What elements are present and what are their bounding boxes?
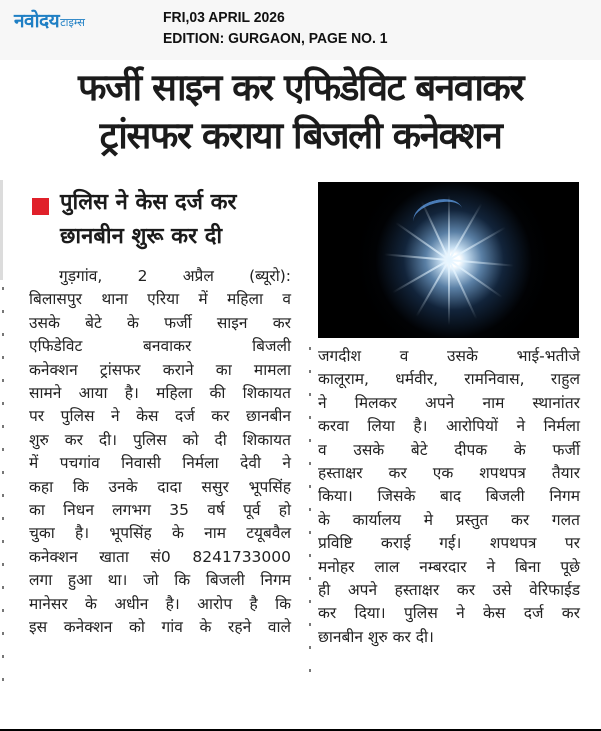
body-line: लगा हुआ था। जो कि बिजली निगम <box>29 571 291 590</box>
headline-line: फर्जी साइन कर एफिडेविट बनवाकर <box>78 66 523 109</box>
body-line: मनोहर लाल नम्बरदार ने बिना पूछे <box>318 557 580 576</box>
edition-info: EDITION: GURGAON, PAGE NO. 1 <box>163 30 388 47</box>
article-body-left-column <box>29 265 291 640</box>
body-line: व उसके बेटे दीपक के फर्जी <box>318 440 580 459</box>
body-line: बिलासपुर थाना एरिया में महिला व <box>29 290 291 309</box>
masthead <box>0 0 601 60</box>
body-line: करवा लिया है। आरोपियों ने निर्मला <box>318 417 580 436</box>
body-line: ने मिलकर अपने नाम स्थानांतर <box>318 393 580 412</box>
article-photo-light-flare <box>318 182 579 338</box>
newspaper-logo[interactable] <box>14 10 85 32</box>
body-line: कालूराम, धर्मवीर, रामनिवास, राहुल <box>318 370 580 389</box>
body-line: इस कनेक्शन को गांव के रहने वाले <box>29 618 291 637</box>
article-subhead <box>32 186 292 254</box>
left-column-divider <box>2 287 4 697</box>
body-line: मानेसर के अधीन है। आरोप है कि <box>29 594 291 613</box>
article-headline <box>0 64 601 160</box>
dateline: गुड़गांव, 2 अप्रैल (ब्यूरो): <box>59 267 291 285</box>
body-line: के कार्यालय मे प्रस्तुत कर गलत <box>318 510 580 529</box>
body-line: प्रविष्टि कराई गई। शपथपत्र पर <box>318 534 580 553</box>
body-line: उसके बेटे के फर्जी साइन कर <box>29 313 291 332</box>
headline-line: ट्रांसफर कराया बिजली कनेक्शन <box>99 114 502 157</box>
logo-sub-text: टाइम्स <box>60 16 85 29</box>
body-line: कनेक्शन ट्रांसफर कराने का मामला <box>29 360 291 379</box>
body-line: ही अपने हस्ताक्षर कर उसे वेरिफाईड <box>318 581 580 600</box>
body-line: हस्ताक्षर कर एक शपथपत्र तैयार <box>318 464 580 483</box>
article-body-right-column <box>318 345 580 649</box>
body-line: कहा कि उनके दादा ससुर भूपसिंह <box>29 477 291 496</box>
subhead-line: पुलिस ने केस दर्ज कर <box>60 190 237 215</box>
body-line: पर पुलिस ने केस दर्ज कर छानबीन <box>29 407 291 426</box>
body-line: कर दिया। पुलिस ने केस दर्ज कर <box>318 604 580 623</box>
subhead-line: छानबीन शुरू कर दी <box>60 224 223 249</box>
body-line: में पचगांव निवासी निर्मला देवी ने <box>29 454 291 473</box>
lens-flare-arc <box>410 194 466 236</box>
body-line: शुरु कर दी। पुलिस को दी शिकायत <box>29 430 291 449</box>
edition-date: FRI,03 APRIL 2026 <box>163 9 285 26</box>
body-line: का निधन लगभग 35 वर्ष पूर्व हो <box>29 501 291 520</box>
body-line: सामने आया है। महिला की शिकायत <box>29 384 291 403</box>
logo-main-text: नवोदय <box>14 10 60 32</box>
body-line: चुका है। भूपसिंह के नाम टयूबवैल <box>29 524 291 543</box>
left-margin-rule <box>0 180 3 280</box>
body-line: जगदीश व उसके भाई-भतीजे <box>318 347 580 365</box>
body-line: कनेक्शन खाता सं0 8241733000 <box>29 547 291 566</box>
body-line: एफिडेविट बनवाकर बिजली <box>29 337 291 356</box>
body-line: किया। जिसके बाद बिजली निगम <box>318 487 580 506</box>
body-line: छानबीन शुरु कर दी। <box>318 627 434 646</box>
column-divider <box>309 347 311 687</box>
